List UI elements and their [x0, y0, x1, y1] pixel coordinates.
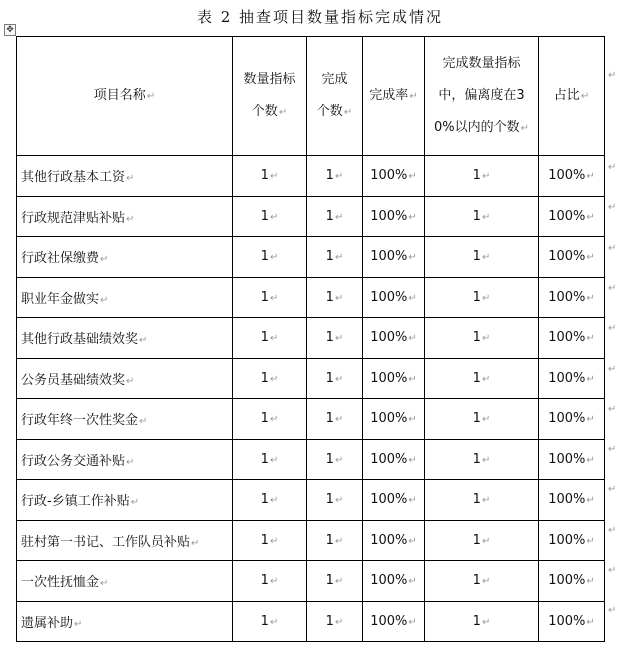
cell-within-30-count: 1↵	[425, 277, 539, 318]
row-end-mark: ↵	[608, 282, 617, 294]
table-row	[17, 156, 605, 197]
header-project-name: 项目名称↵	[17, 37, 233, 156]
cell-done-count: 1↵	[307, 520, 363, 561]
table-row	[17, 480, 605, 521]
cell-target-count: 1↵	[233, 156, 307, 197]
cell-target-count: 1↵	[233, 358, 307, 399]
row-end-mark: ↵	[608, 605, 617, 617]
cell-share: 100%↵	[539, 196, 605, 237]
cell-project-name: 行政社保缴费↵	[17, 237, 233, 278]
table-row	[17, 520, 605, 561]
cell-project-name: 行政规范津贴补贴↵	[17, 196, 233, 237]
cell-share: 100%↵	[539, 318, 605, 359]
header-target-count: 数量指标 个数↵	[233, 37, 307, 156]
cell-done-count: 1↵	[307, 601, 363, 642]
table-row	[17, 358, 605, 399]
row-end-mark: ↵	[608, 565, 617, 576]
cell-done-count: 1↵	[307, 561, 363, 602]
row-end-mark: ↵	[608, 202, 617, 214]
table-move-handle-icon[interactable]: ✥	[4, 24, 16, 36]
cell-within-30-count: 1↵	[425, 561, 539, 602]
cell-completion-rate: 100%↵	[363, 439, 425, 480]
cell-target-count: 1↵	[233, 480, 307, 521]
table-row	[17, 439, 605, 480]
cell-target-count: 1↵	[233, 277, 307, 318]
cell-share: 100%↵	[539, 399, 605, 440]
header-share: 占比↵	[539, 37, 605, 156]
cell-share: 100%↵	[539, 601, 605, 642]
table-row	[17, 196, 605, 237]
row-end-mark: ↵	[608, 242, 617, 254]
cell-share: 100%↵	[539, 156, 605, 197]
cell-project-name: 驻村第一书记、工作队员补贴↵	[17, 520, 233, 561]
table-row	[17, 237, 605, 278]
cell-share: 100%↵	[539, 520, 605, 561]
row-end-mark: ↵	[608, 524, 617, 536]
cell-within-30-count: 1↵	[425, 318, 539, 359]
cell-project-name: 其他行政基本工资↵	[17, 156, 233, 197]
cell-completion-rate: 100%↵	[363, 480, 425, 521]
header-done-count: 完成 个数↵	[307, 37, 363, 156]
cell-within-30-count: 1↵	[425, 237, 539, 278]
cell-target-count: 1↵	[233, 601, 307, 642]
cell-target-count: 1↵	[233, 196, 307, 237]
table-row	[17, 561, 605, 602]
cell-within-30-count: 1↵	[425, 439, 539, 480]
cell-project-name: 其他行政基础绩效奖↵	[17, 318, 233, 359]
cell-within-30-count: 1↵	[425, 358, 539, 399]
table-caption: 表 2 抽查项目数量指标完成情况	[196, 8, 444, 26]
cell-done-count: 1↵	[307, 196, 363, 237]
table-row	[17, 277, 605, 318]
cell-target-count: 1↵	[233, 399, 307, 440]
cell-share: 100%↵	[539, 439, 605, 480]
row-end-mark: ↵	[608, 323, 617, 335]
cell-project-name: 一次性抚恤金↵	[17, 561, 233, 602]
cell-within-30-count: 1↵	[425, 399, 539, 440]
cell-completion-rate: 100%↵	[363, 156, 425, 197]
header-row	[17, 37, 605, 156]
cell-completion-rate: 100%↵	[363, 318, 425, 359]
cell-completion-rate: 100%↵	[363, 358, 425, 399]
row-end-mark: ↵	[608, 403, 617, 415]
cell-done-count: 1↵	[307, 156, 363, 197]
cell-share: 100%↵	[539, 561, 605, 602]
cell-target-count: 1↵	[233, 561, 307, 602]
cell-completion-rate: 100%↵	[363, 237, 425, 278]
cell-project-name: 公务员基础绩效奖↵	[17, 358, 233, 399]
cell-within-30-count: 1↵	[425, 520, 539, 561]
cell-completion-rate: 100%↵	[363, 196, 425, 237]
cell-within-30-count: 1↵	[425, 196, 539, 237]
cell-done-count: 1↵	[307, 318, 363, 359]
header-within-30-count: 完成数量指标 中，偏离度在3 0%以内的个数↵	[425, 37, 539, 156]
cell-target-count: 1↵	[233, 318, 307, 359]
cell-done-count: 1↵	[307, 480, 363, 521]
cell-project-name: 行政年终一次性奖金↵	[17, 399, 233, 440]
table-row	[17, 318, 605, 359]
cell-target-count: 1↵	[233, 237, 307, 278]
cell-done-count: 1↵	[307, 237, 363, 278]
cell-share: 100%↵	[539, 358, 605, 399]
cell-completion-rate: 100%↵	[363, 561, 425, 602]
cell-share: 100%↵	[539, 480, 605, 521]
cell-done-count: 1↵	[307, 399, 363, 440]
cell-target-count: 1↵	[233, 439, 307, 480]
row-end-mark: ↵	[608, 484, 617, 496]
indicator-table	[16, 36, 605, 642]
cell-done-count: 1↵	[307, 439, 363, 480]
cell-done-count: 1↵	[307, 277, 363, 318]
cell-project-name: 行政公务交通补贴↵	[17, 439, 233, 480]
cell-within-30-count: 1↵	[425, 156, 539, 197]
header-completion-rate: 完成率↵	[363, 37, 425, 156]
cell-share: 100%↵	[539, 277, 605, 318]
cell-completion-rate: 100%↵	[363, 277, 425, 318]
cell-project-name: 遗属补助↵	[17, 601, 233, 642]
cell-project-name: 职业年金做实↵	[17, 277, 233, 318]
cell-within-30-count: 1↵	[425, 601, 539, 642]
cell-completion-rate: 100%↵	[363, 399, 425, 440]
row-end-mark: ↵	[608, 444, 617, 456]
row-end-mark: ↵	[608, 70, 617, 81]
table-row	[17, 601, 605, 642]
cell-within-30-count: 1↵	[425, 480, 539, 521]
cell-completion-rate: 100%↵	[363, 601, 425, 642]
cell-share: 100%↵	[539, 237, 605, 278]
cell-project-name: 行政-乡镇工作补贴↵	[17, 480, 233, 521]
table-row	[17, 399, 605, 440]
row-end-mark: ↵	[608, 363, 617, 375]
cell-completion-rate: 100%↵	[363, 520, 425, 561]
cell-target-count: 1↵	[233, 520, 307, 561]
cell-done-count: 1↵	[307, 358, 363, 399]
row-end-mark: ↵	[608, 162, 617, 173]
